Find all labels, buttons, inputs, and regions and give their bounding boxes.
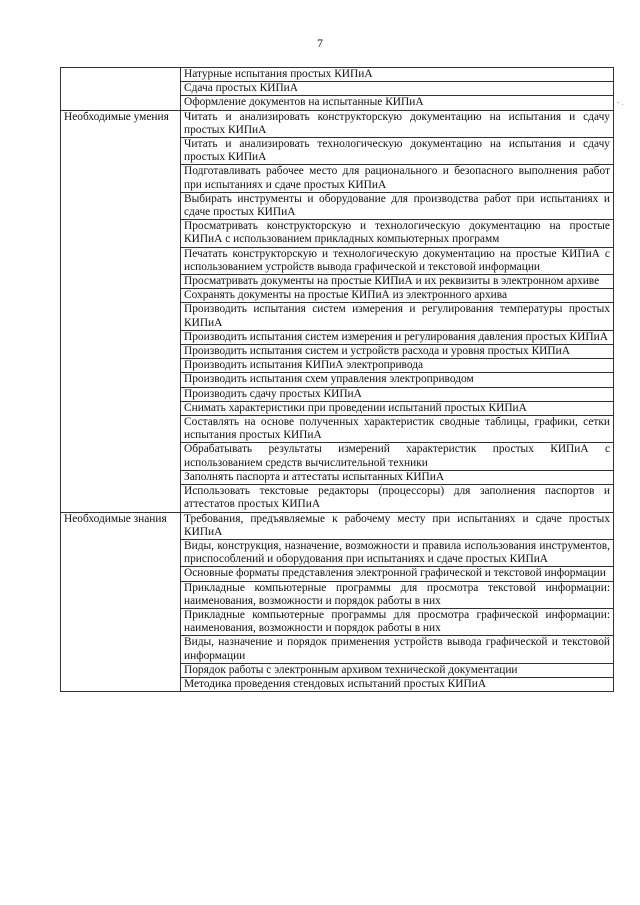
requirements-table xyxy=(60,67,614,692)
item-cell: Натурные испытания простых КИПиА xyxy=(181,68,614,82)
item-cell: Производить испытания КИПиА электропривода xyxy=(181,359,614,373)
item-cell: Использовать текстовые редакторы (процессоры) для заполнения паспортов и аттестатов простых КИПиА xyxy=(181,485,614,512)
item-cell: Виды, назначение и порядок применения устройств вывода графической и текстовой информации xyxy=(181,636,614,663)
category-cell xyxy=(61,68,181,111)
category-cell: Необходимые умения xyxy=(61,110,181,512)
category-cell: Необходимые знания xyxy=(61,512,181,692)
item-cell: Основные форматы представления электронной графической и текстовой информации xyxy=(181,567,614,581)
table-row xyxy=(61,512,614,539)
item-cell: Требования, предъявляемые к рабочему месту при испытаниях и сдаче простых КИПиА xyxy=(181,512,614,539)
item-cell: Составлять на основе полученных характеристик сводные таблицы, графики, сетки испытания простых КИПиА xyxy=(181,416,614,443)
item-cell: Производить испытания схем управления электроприводом xyxy=(181,373,614,387)
item-cell: Сдача простых КИПиА xyxy=(181,82,614,96)
margin-tick-mark: - . xyxy=(617,98,624,107)
item-cell: Печатать конструкторскую и технологическую документацию на простые КИПиА с использованием устройств вывода графической и текстовой информации xyxy=(181,247,614,274)
table-row xyxy=(61,110,614,137)
item-cell: Прикладные компьютерные программы для просмотра графической информации: наименования, возможности и порядок работы в них xyxy=(181,608,614,635)
item-cell: Прикладные компьютерные программы для просмотра текстовой информации: наименования, возможности и порядок работы в них xyxy=(181,581,614,608)
item-cell: Порядок работы с электронным архивом технической документации xyxy=(181,663,614,677)
item-cell: Производить испытания систем измерения и регулирования давления простых КИПиА xyxy=(181,330,614,344)
item-cell: Производить сдачу простых КИПиА xyxy=(181,387,614,401)
item-cell: Производить испытания систем и устройств расхода и уровня простых КИПиА xyxy=(181,345,614,359)
item-cell: Виды, конструкция, назначение, возможности и правила использования инструментов, приспособлений и оборудования при испытаниях и сдаче простых КИПиА xyxy=(181,539,614,566)
page-number: 7 xyxy=(317,36,323,50)
item-cell: Читать и анализировать конструкторскую документацию на испытания и сдачу простых КИПиА xyxy=(181,110,614,137)
item-cell: Обрабатывать результаты измерений характеристик простых КИПиА с использованием средств вычислительной техники xyxy=(181,443,614,470)
item-cell: Производить испытания систем измерения и регулирования температуры простых КИПиА xyxy=(181,303,614,330)
item-cell: Просматривать конструкторскую и технологическую документацию на простые КИПиА с использованием прикладных компьютерных программ xyxy=(181,220,614,247)
item-cell: Заполнять паспорта и аттестаты испытанных КИПиА xyxy=(181,470,614,484)
item-cell: Подготавливать рабочее место для рационального и безопасного выполнения работ при испытаниях и сдаче простых КИПиА xyxy=(181,165,614,192)
item-cell: Выбирать инструменты и оборудование для производства работ при испытаниях и сдаче простых КИПиА xyxy=(181,192,614,219)
table-row xyxy=(61,68,614,82)
item-cell: Методика проведения стендовых испытаний простых КИПиА xyxy=(181,677,614,691)
item-cell: Снимать характеристики при проведении испытаний простых КИПиА xyxy=(181,401,614,415)
item-cell: Сохранять документы на простые КИПиА из электронного архива xyxy=(181,289,614,303)
item-cell: Оформление документов на испытанные КИПиА xyxy=(181,96,614,110)
item-cell: Просматривать документы на простые КИПиА и их реквизиты в электронном архиве xyxy=(181,275,614,289)
item-cell: Читать и анализировать технологическую документацию на испытания и сдачу простых КИПиА xyxy=(181,138,614,165)
